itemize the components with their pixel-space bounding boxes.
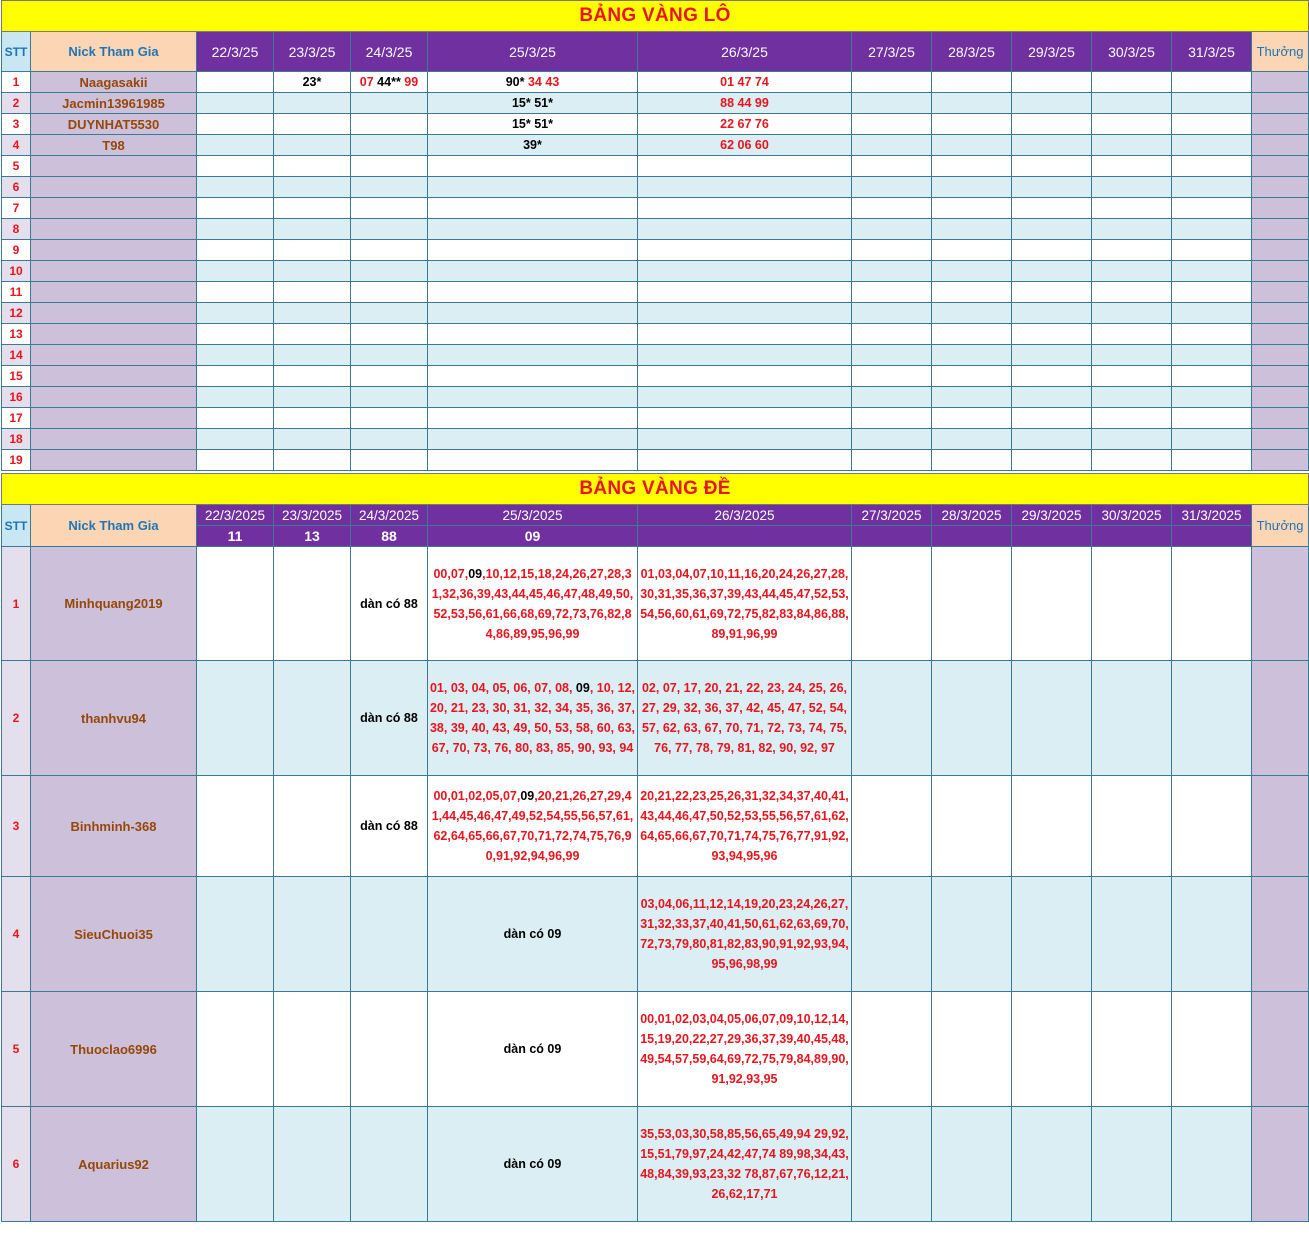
de-cell-25 — [428, 661, 638, 776]
lo-stt: 15 — [2, 366, 31, 387]
de-numbers: 00,01,02,05,07, — [433, 789, 521, 803]
lo-cell-26 — [638, 345, 852, 366]
lo-cell-23 — [274, 282, 351, 303]
de-result: 09 — [428, 526, 638, 547]
lo-cell-23 — [274, 114, 351, 135]
de-date-header: 26/3/2025 — [638, 505, 852, 526]
lo-stt: 1 — [2, 72, 31, 93]
de-cell-24 — [351, 877, 428, 992]
lo-table-row — [2, 135, 1309, 156]
lo-nick — [31, 408, 197, 429]
lo-cell-23 — [274, 408, 351, 429]
de-cell-26: 35,53,03,30,58,85,56,65,49,94 29,92,15,51,79,97,24,42,47,74 89,98,34,43,48,84,39,93,23,32 78,87,67,76,12,21,26,62,17,71 — [638, 1107, 852, 1222]
lo-nick — [31, 219, 197, 240]
lo-thuong — [1252, 93, 1309, 114]
lo-table-row — [2, 72, 1309, 93]
lo-cell-25 — [428, 450, 638, 471]
lo-cell-25 — [428, 261, 638, 282]
lo-thuong — [1252, 408, 1309, 429]
de-numbers: 01, 03, 04, 05, 06, 07, 08, — [429, 681, 576, 695]
lo-nick — [31, 303, 197, 324]
lo-cell-24 — [351, 135, 428, 156]
lo-cell-24 — [351, 345, 428, 366]
de-stt: 2 — [2, 661, 31, 776]
lo-stt: 12 — [2, 303, 31, 324]
lo-cell-23 — [274, 450, 351, 471]
lo-table — [1, 0, 1309, 471]
lo-cell-23 — [274, 387, 351, 408]
lo-cell-26: 88 44 99 — [638, 93, 852, 114]
lo-nick-header: Nick Tham Gia — [31, 32, 197, 72]
lo-nick — [31, 282, 197, 303]
lo-nick — [31, 429, 197, 450]
lo-cell-24 — [351, 114, 428, 135]
de-cell-24: dàn có 88 — [351, 547, 428, 661]
de-cell-26: 02, 07, 17, 20, 21, 22, 23, 24, 25, 26, 27, 29, 32, 36, 37, 42, 45, 47, 52, 54, 57, 62, 63, 67, 70, 71, 72, 73, 74, 75, 76, 77, 78, 79, 81, 82, 90, 92, 97 — [638, 661, 852, 776]
lo-cell-23 — [274, 366, 351, 387]
lo-num: 99 — [404, 75, 419, 89]
lo-table-row — [2, 177, 1309, 198]
lo-cell-25 — [428, 387, 638, 408]
de-cell-24: dàn có 88 — [351, 776, 428, 877]
de-nick: Thuoclao6996 — [31, 992, 197, 1107]
lo-cell-25 — [428, 72, 638, 93]
de-cell-24 — [351, 992, 428, 1107]
lo-date-header: 27/3/25 — [852, 32, 932, 72]
lo-thuong — [1252, 240, 1309, 261]
lo-table-row — [2, 387, 1309, 408]
de-cell-25: dàn có 09 — [428, 877, 638, 992]
lo-stt: 3 — [2, 114, 31, 135]
de-cell-25 — [428, 547, 638, 661]
de-numbers: ,20,21,26,27,29,41,44,45,46,47,49,52,54,55,56,57,61,62,64,65,66,67,70,71,72,74,75,76,90,91,92,94,96,99 — [431, 789, 634, 863]
lo-cell-25 — [428, 114, 638, 135]
lo-cell-26 — [638, 324, 852, 345]
lo-cell-24 — [351, 408, 428, 429]
lo-num: 34 43 — [527, 75, 560, 89]
lo-nick — [31, 177, 197, 198]
lo-thuong — [1252, 366, 1309, 387]
de-nick: SieuChuoi35 — [31, 877, 197, 992]
de-result: 11 — [197, 526, 274, 547]
lo-cell-25 — [428, 177, 638, 198]
de-nick: Binhminh-368 — [31, 776, 197, 877]
de-cell-26: 20,21,22,23,25,26,31,32,34,37,40,41,43,44,46,47,50,52,53,55,56,57,61,62,64,65,66,67,70,71,74,75,76,77,91,92,93,94,95,96 — [638, 776, 852, 877]
de-cell-26: 01,03,04,07,10,11,16,20,24,26,27,28,30,31,35,36,37,39,43,44,45,47,52,53,54,56,60,61,69,72,75,82,83,84,86,88,89,91,96,99 — [638, 547, 852, 661]
lo-nick — [31, 387, 197, 408]
lo-table-row — [2, 408, 1309, 429]
de-nick-header: Nick Tham Gia — [31, 505, 197, 547]
lo-cell-25 — [428, 240, 638, 261]
lo-num: 07 — [359, 75, 374, 89]
lo-cell-26 — [638, 366, 852, 387]
lo-cell-24 — [351, 177, 428, 198]
lo-stt: 9 — [2, 240, 31, 261]
lo-thuong — [1252, 114, 1309, 135]
lo-nick — [31, 261, 197, 282]
lo-nick: T98 — [31, 135, 197, 156]
de-date-header: 30/3/2025 — [1092, 505, 1172, 526]
lo-cell-24 — [351, 303, 428, 324]
lo-table-row — [2, 303, 1309, 324]
de-table-row — [2, 661, 1309, 776]
lo-cell-24 — [351, 72, 428, 93]
lo-table-row — [2, 324, 1309, 345]
lo-nick — [31, 198, 197, 219]
lo-stt: 7 — [2, 198, 31, 219]
lo-cell-23 — [274, 324, 351, 345]
lo-nick — [31, 324, 197, 345]
de-cell-25 — [428, 776, 638, 877]
de-result: 13 — [274, 526, 351, 547]
lo-cell-24 — [351, 324, 428, 345]
de-nick: Minhquang2019 — [31, 547, 197, 661]
lo-cell-24 — [351, 93, 428, 114]
de-table — [1, 473, 1309, 1222]
lo-stt: 19 — [2, 450, 31, 471]
lo-cell-23 — [274, 345, 351, 366]
lo-title: BẢNG VÀNG LÔ — [2, 1, 1309, 32]
lo-cell-26 — [638, 261, 852, 282]
lo-table-row — [2, 282, 1309, 303]
lo-stt: 8 — [2, 219, 31, 240]
de-cell-26: 00,01,02,03,04,05,06,07,09,10,12,14,15,19,20,22,27,29,36,37,39,40,45,48,49,54,57,59,64,69,72,75,79,84,89,90,91,92,93,95 — [638, 992, 852, 1107]
lo-cell-26 — [638, 198, 852, 219]
de-date-header: 23/3/2025 — [274, 505, 351, 526]
de-date-header: 22/3/2025 — [197, 505, 274, 526]
de-numbers: 00,07, — [433, 566, 469, 581]
de-thuong — [1252, 547, 1309, 661]
de-thuong — [1252, 661, 1309, 776]
lo-cell-24 — [351, 156, 428, 177]
lo-thuong — [1252, 429, 1309, 450]
lo-nick — [31, 366, 197, 387]
lo-stt: 6 — [2, 177, 31, 198]
de-nick: thanhvu94 — [31, 661, 197, 776]
lo-cell-25 — [428, 156, 638, 177]
de-stt: 1 — [2, 547, 31, 661]
de-nick: Aquarius92 — [31, 1107, 197, 1222]
de-title: BẢNG VÀNG ĐỀ — [2, 474, 1309, 505]
lo-stt: 14 — [2, 345, 31, 366]
lo-cell-24 — [351, 261, 428, 282]
lo-cell-24 — [351, 282, 428, 303]
lo-nick — [31, 240, 197, 261]
lo-table-row — [2, 366, 1309, 387]
de-cell-25: dàn có 09 — [428, 992, 638, 1107]
de-result: 88 — [351, 526, 428, 547]
lo-cell-23: 23* — [274, 72, 351, 93]
lo-thuong-header: Thưởng — [1252, 32, 1309, 72]
lo-stt: 5 — [2, 156, 31, 177]
de-table-row — [2, 1107, 1309, 1222]
lo-date-header: 23/3/25 — [274, 32, 351, 72]
lo-cell-25 — [428, 408, 638, 429]
lo-cell-23 — [274, 261, 351, 282]
lo-cell-23 — [274, 429, 351, 450]
lo-cell-23 — [274, 156, 351, 177]
lo-stt: 10 — [2, 261, 31, 282]
lo-thuong — [1252, 345, 1309, 366]
lo-cell-25 — [428, 219, 638, 240]
lo-table-row — [2, 450, 1309, 471]
lo-date-header: 26/3/25 — [638, 32, 852, 72]
lo-cell-24 — [351, 450, 428, 471]
lo-table-row — [2, 114, 1309, 135]
lo-num: 90* — [505, 75, 525, 89]
lo-nick — [31, 450, 197, 471]
lo-cell-25 — [428, 93, 638, 114]
de-date-header: 27/3/2025 — [852, 505, 932, 526]
lo-thuong — [1252, 198, 1309, 219]
lo-cell-23 — [274, 219, 351, 240]
lo-thuong — [1252, 450, 1309, 471]
lo-thuong — [1252, 135, 1309, 156]
lo-cell-23 — [274, 198, 351, 219]
de-numbers: ,10,12,15,18,24,26,27,28,31,32,36,39,43,44,45,46,47,48,49,50,52,53,56,61,66,68,69,72,73,76,82,84,86,89,95,96,99 — [431, 566, 634, 641]
de-table-row — [2, 877, 1309, 992]
de-cell-24: dàn có 88 — [351, 661, 428, 776]
lo-stt: 16 — [2, 387, 31, 408]
de-cell-25: dàn có 09 — [428, 1107, 638, 1222]
lo-thuong — [1252, 303, 1309, 324]
lo-num: 15* 51* — [511, 96, 553, 110]
lo-thuong — [1252, 261, 1309, 282]
lo-date-header: 31/3/25 — [1172, 32, 1252, 72]
lo-cell-23 — [274, 240, 351, 261]
de-stt: 5 — [2, 992, 31, 1107]
lo-table-row — [2, 93, 1309, 114]
lo-date-header: 22/3/25 — [197, 32, 274, 72]
de-thuong — [1252, 877, 1309, 992]
lo-table-row — [2, 198, 1309, 219]
lo-nick — [31, 345, 197, 366]
lo-cell-26 — [638, 429, 852, 450]
de-date-header: 24/3/2025 — [351, 505, 428, 526]
lo-date-header: 25/3/25 — [428, 32, 638, 72]
lo-stt: 4 — [2, 135, 31, 156]
lo-cell-26 — [638, 282, 852, 303]
lo-cell-24 — [351, 240, 428, 261]
lo-cell-26: 62 06 60 — [638, 135, 852, 156]
lo-cell-25 — [428, 429, 638, 450]
lo-cell-25 — [428, 324, 638, 345]
lo-thuong — [1252, 72, 1309, 93]
lo-cell-26 — [638, 177, 852, 198]
de-table-row — [2, 547, 1309, 661]
lo-num: 44** — [377, 75, 401, 89]
lo-cell-24 — [351, 429, 428, 450]
lo-thuong — [1252, 324, 1309, 345]
de-thuong-header: Thưởng — [1252, 505, 1309, 547]
de-thuong — [1252, 1107, 1309, 1222]
lo-cell-23 — [274, 135, 351, 156]
de-table-row — [2, 776, 1309, 877]
lo-cell-24 — [351, 387, 428, 408]
de-date-header: 28/3/2025 — [932, 505, 1012, 526]
lo-nick — [31, 156, 197, 177]
de-cell-24 — [351, 1107, 428, 1222]
lo-date-header: 28/3/25 — [932, 32, 1012, 72]
lo-stt: 13 — [2, 324, 31, 345]
de-table-row — [2, 992, 1309, 1107]
lo-stt: 11 — [2, 282, 31, 303]
lo-table-row — [2, 429, 1309, 450]
lo-cell-23 — [274, 177, 351, 198]
lo-thuong — [1252, 387, 1309, 408]
lo-stt-header: STT — [2, 32, 31, 72]
lo-date-header: 24/3/25 — [351, 32, 428, 72]
lo-cell-25 — [428, 345, 638, 366]
lo-table-row — [2, 261, 1309, 282]
lo-thuong — [1252, 156, 1309, 177]
de-stt: 6 — [2, 1107, 31, 1222]
lo-stt: 18 — [2, 429, 31, 450]
lo-cell-24 — [351, 366, 428, 387]
lo-cell-24 — [351, 219, 428, 240]
lo-table-row — [2, 156, 1309, 177]
lo-thuong — [1252, 177, 1309, 198]
de-date-header: 25/3/2025 — [428, 505, 638, 526]
lo-cell-26 — [638, 156, 852, 177]
de-hit-number: 09 — [468, 566, 483, 581]
lo-table-row — [2, 219, 1309, 240]
lo-cell-25 — [428, 366, 638, 387]
lo-stt: 17 — [2, 408, 31, 429]
lo-cell-26: 01 47 74 — [638, 72, 852, 93]
lo-thuong — [1252, 219, 1309, 240]
lo-stt: 2 — [2, 93, 31, 114]
lo-cell-25 — [428, 135, 638, 156]
lo-num: 15* 51* — [511, 117, 553, 131]
lo-cell-24 — [351, 198, 428, 219]
lo-cell-26 — [638, 408, 852, 429]
lo-thuong — [1252, 282, 1309, 303]
lo-nick: DUYNHAT5530 — [31, 114, 197, 135]
de-date-header: 29/3/2025 — [1012, 505, 1092, 526]
de-thuong — [1252, 992, 1309, 1107]
lo-cell-26 — [638, 303, 852, 324]
lo-cell-25 — [428, 198, 638, 219]
de-numbers: , 10, 12, 20, 21, 23, 30, 31, 32, 34, 35, 36, 37, 38, 39, 40, 43, 49, 50, 53, 58, 60, 63, 67, 70, 73, 76, 80, 83, 85, 90, 93, 94 — [429, 681, 636, 755]
de-hit-number: 09 — [520, 789, 535, 803]
lo-cell-23 — [274, 303, 351, 324]
de-stt-header: STT — [2, 505, 31, 547]
de-thuong — [1252, 776, 1309, 877]
de-cell-26: 03,04,06,11,12,14,19,20,23,24,26,27,31,32,33,37,40,41,50,61,62,63,69,70,72,73,79,80,81,82,83,90,91,92,93,94,95,96,98,99 — [638, 877, 852, 992]
lo-nick: Jacmin13961985 — [31, 93, 197, 114]
lo-date-header: 29/3/25 — [1012, 32, 1092, 72]
de-stt: 4 — [2, 877, 31, 992]
lo-cell-26 — [638, 240, 852, 261]
de-date-header: 31/3/2025 — [1172, 505, 1252, 526]
lo-cell-23 — [274, 93, 351, 114]
lo-table-row — [2, 240, 1309, 261]
lo-cell-26 — [638, 450, 852, 471]
lo-cell-26 — [638, 219, 852, 240]
lo-nick: Naagasakii — [31, 72, 197, 93]
de-stt: 3 — [2, 776, 31, 877]
lo-cell-26: 22 67 76 — [638, 114, 852, 135]
lo-cell-25 — [428, 282, 638, 303]
de-hit-number: 09 — [575, 681, 590, 695]
lo-num: 39* — [523, 138, 542, 152]
lo-cell-25 — [428, 303, 638, 324]
lo-date-header: 30/3/25 — [1092, 32, 1172, 72]
lo-table-row — [2, 345, 1309, 366]
lo-cell-26 — [638, 387, 852, 408]
